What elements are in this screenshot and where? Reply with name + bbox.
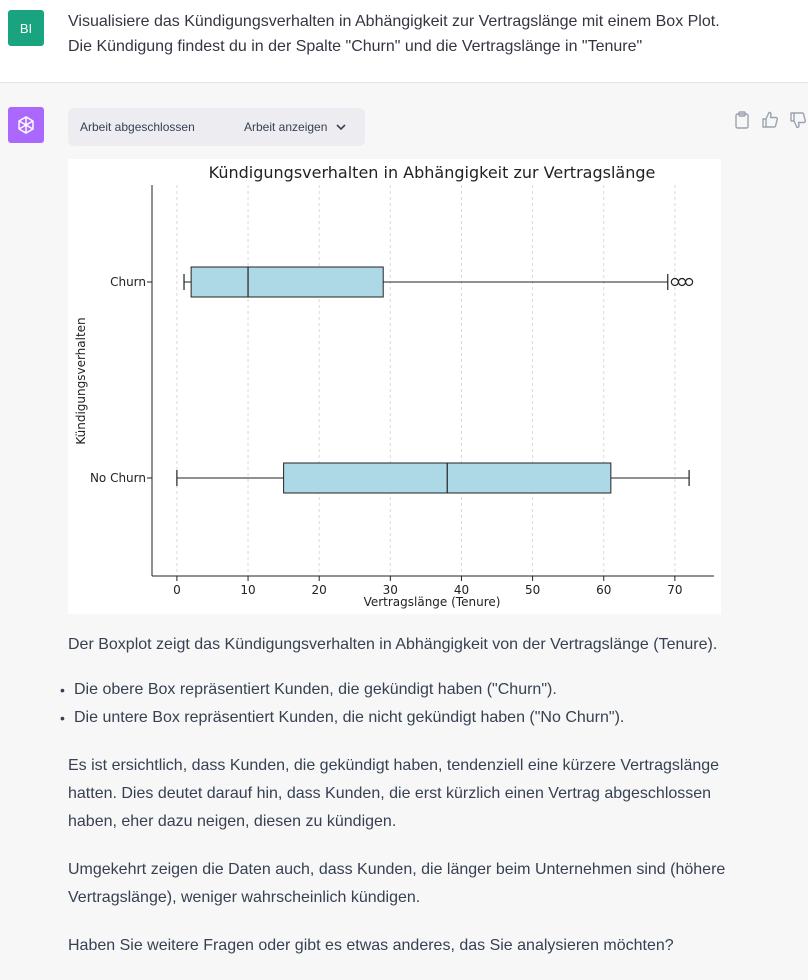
show-work-label: Arbeit anzeigen bbox=[244, 120, 328, 134]
list-item-text: Die untere Box repräsentiert Kunden, die nicht gekündigt haben ("No Churn"). bbox=[74, 709, 625, 726]
response-line: Umgekehrt zeigen die Daten auch, dass Kunden, die länger beim Unternehmen sind (höhere bbox=[68, 861, 726, 878]
list-item bbox=[60, 676, 748, 704]
tool-status-bar bbox=[68, 108, 365, 146]
list-item bbox=[60, 704, 748, 732]
response-line: haben, eher dazu neigen, diesen zu kündigen. bbox=[68, 813, 397, 830]
user-message bbox=[0, 0, 808, 83]
thumbs-down-button[interactable] bbox=[788, 110, 808, 130]
y-axis-label: Kündigungsverhalten bbox=[74, 317, 88, 445]
x-tick-label: 0 bbox=[173, 583, 181, 597]
message-actions bbox=[732, 110, 808, 130]
show-work-button[interactable] bbox=[244, 120, 347, 134]
chevron-down-icon bbox=[335, 121, 347, 133]
x-tick-label: 20 bbox=[311, 583, 327, 597]
tool-status-label: Arbeit abgeschlossen bbox=[80, 120, 195, 134]
bullet-list bbox=[60, 676, 748, 732]
clipboard-icon bbox=[732, 110, 752, 130]
openai-logo-icon bbox=[15, 114, 37, 136]
chart-title: Kündigungsverhalten in Abhängigkeit zur Vertragslänge bbox=[208, 163, 656, 182]
response-line: Es ist ersichtlich, dass Kunden, die gekündigt haben, tendenziell eine kürzere Vertragslänge bbox=[68, 757, 720, 774]
box-iqr bbox=[191, 267, 383, 297]
thumbs-up-button[interactable] bbox=[760, 110, 780, 130]
response-line: hatten. Dies deutet darauf hin, dass Kunden, die erst kürzlich einen Vertrag abgeschlossen bbox=[68, 785, 712, 802]
response-paragraph bbox=[68, 856, 748, 912]
outlier-point bbox=[678, 279, 685, 286]
y-tick-label: No Churn bbox=[89, 471, 146, 485]
response-line: Vertragslänge), weniger wahrscheinlich kündigen. bbox=[68, 889, 421, 906]
thumbs-up-icon bbox=[760, 110, 780, 130]
outlier-point bbox=[686, 279, 693, 286]
y-tick-label: Churn bbox=[110, 275, 146, 289]
copy-button[interactable] bbox=[732, 110, 752, 130]
x-tick-label: 70 bbox=[667, 583, 683, 597]
x-tick-label: 10 bbox=[240, 583, 256, 597]
x-axis-label: Vertragslänge (Tenure) bbox=[363, 595, 501, 609]
x-tick-label: 30 bbox=[382, 583, 398, 597]
bullet-dot: • bbox=[60, 710, 65, 726]
boxplot-chart bbox=[68, 159, 721, 614]
x-tick-label: 60 bbox=[596, 583, 612, 597]
boxplot-svg bbox=[68, 159, 721, 614]
x-tick-label: 50 bbox=[524, 583, 541, 597]
list-item-text: Die obere Box repräsentiert Kunden, die gekündigt haben ("Churn"). bbox=[74, 681, 557, 698]
x-tick-label: 40 bbox=[453, 583, 470, 597]
user-message-line: Visualisiere das Kündigungsverhalten in Abhängigkeit zur Vertragslänge mit einem Box Plot. bbox=[68, 13, 720, 30]
thumbs-down-icon bbox=[788, 110, 808, 130]
user-avatar: BI bbox=[8, 10, 44, 46]
response-closing: Haben Sie weitere Fragen oder gibt es etwas anderes, das Sie analysieren möchten? bbox=[68, 937, 674, 954]
response-intro: Der Boxplot zeigt das Kündigungsverhalten in Abhängigkeit von der Vertragslänge (Tenure). bbox=[68, 636, 718, 653]
user-message-text bbox=[68, 9, 788, 59]
user-message-line: Die Kündigung findest du in der Spalte "Churn" und die Vertragslänge in "Tenure" bbox=[68, 38, 643, 55]
assistant-avatar bbox=[8, 107, 44, 143]
response-paragraph bbox=[68, 752, 748, 836]
bullet-dot: • bbox=[60, 682, 65, 698]
